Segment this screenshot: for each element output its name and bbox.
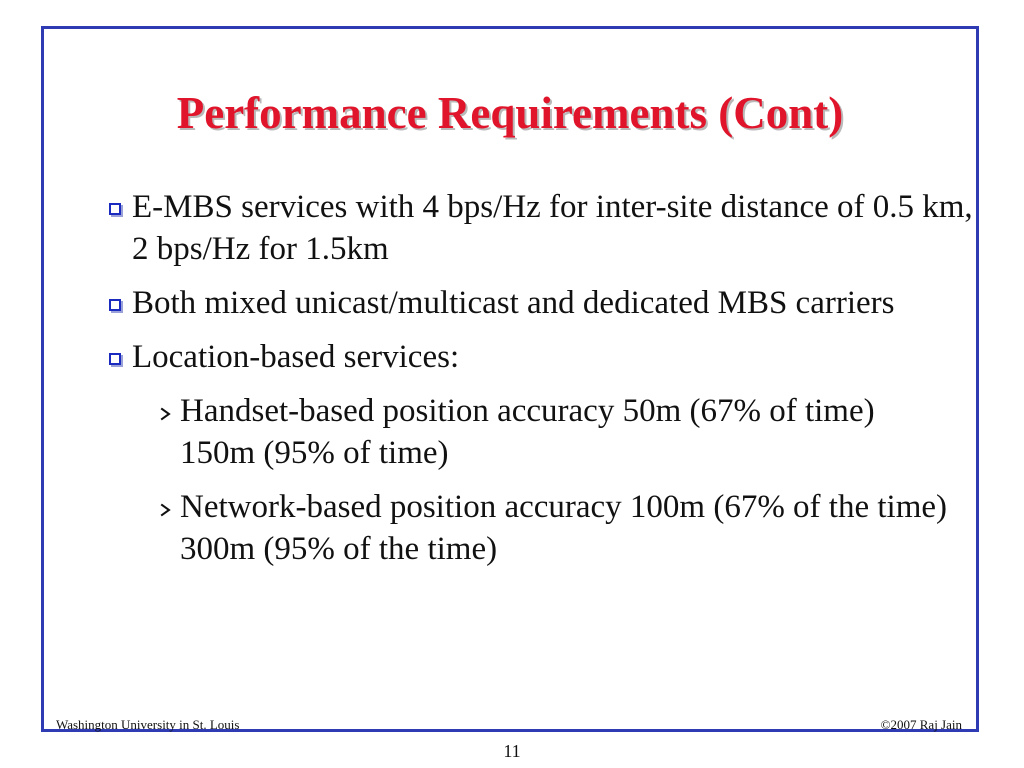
arrow-bullet-icon <box>152 486 180 528</box>
bullet-text-1: E-MBS services with 4 bps/Hz for inter-site distance of 0.5 km, 2 bps/Hz for 1.5km <box>132 189 973 267</box>
sub-bullet-item-2 <box>152 486 952 570</box>
bullet-text-2: Both mixed unicast/multicast and dedicated MBS carriers <box>132 285 895 321</box>
sub-bullet-text-2: Network-based position accuracy 100m (67% of the time) 300m (95% of the time) <box>180 489 948 567</box>
arrow-bullet-icon <box>152 390 180 432</box>
sub-bullet-item-1 <box>152 390 952 474</box>
slide-content <box>98 186 998 582</box>
square-bullet-icon <box>98 186 132 228</box>
page-number: 11 <box>503 741 521 761</box>
footer-right-text: ©2007 Raj Jain <box>880 717 962 732</box>
bullet-item-3 <box>98 336 978 378</box>
footer-left-text: Washington University in St. Louis <box>56 717 240 732</box>
bullet-item-2 <box>98 282 978 324</box>
bullet-item-1 <box>98 186 978 270</box>
slide-title: Performance Requirements (Cont) <box>176 88 844 138</box>
square-bullet-icon <box>98 336 132 378</box>
bullet-text-3: Location-based services: <box>132 339 460 375</box>
sub-bullet-text-1: Handset-based position accuracy 50m (67% of time) 150m (95% of time) <box>180 393 875 471</box>
slide-frame <box>41 26 979 732</box>
square-bullet-icon <box>98 282 132 324</box>
